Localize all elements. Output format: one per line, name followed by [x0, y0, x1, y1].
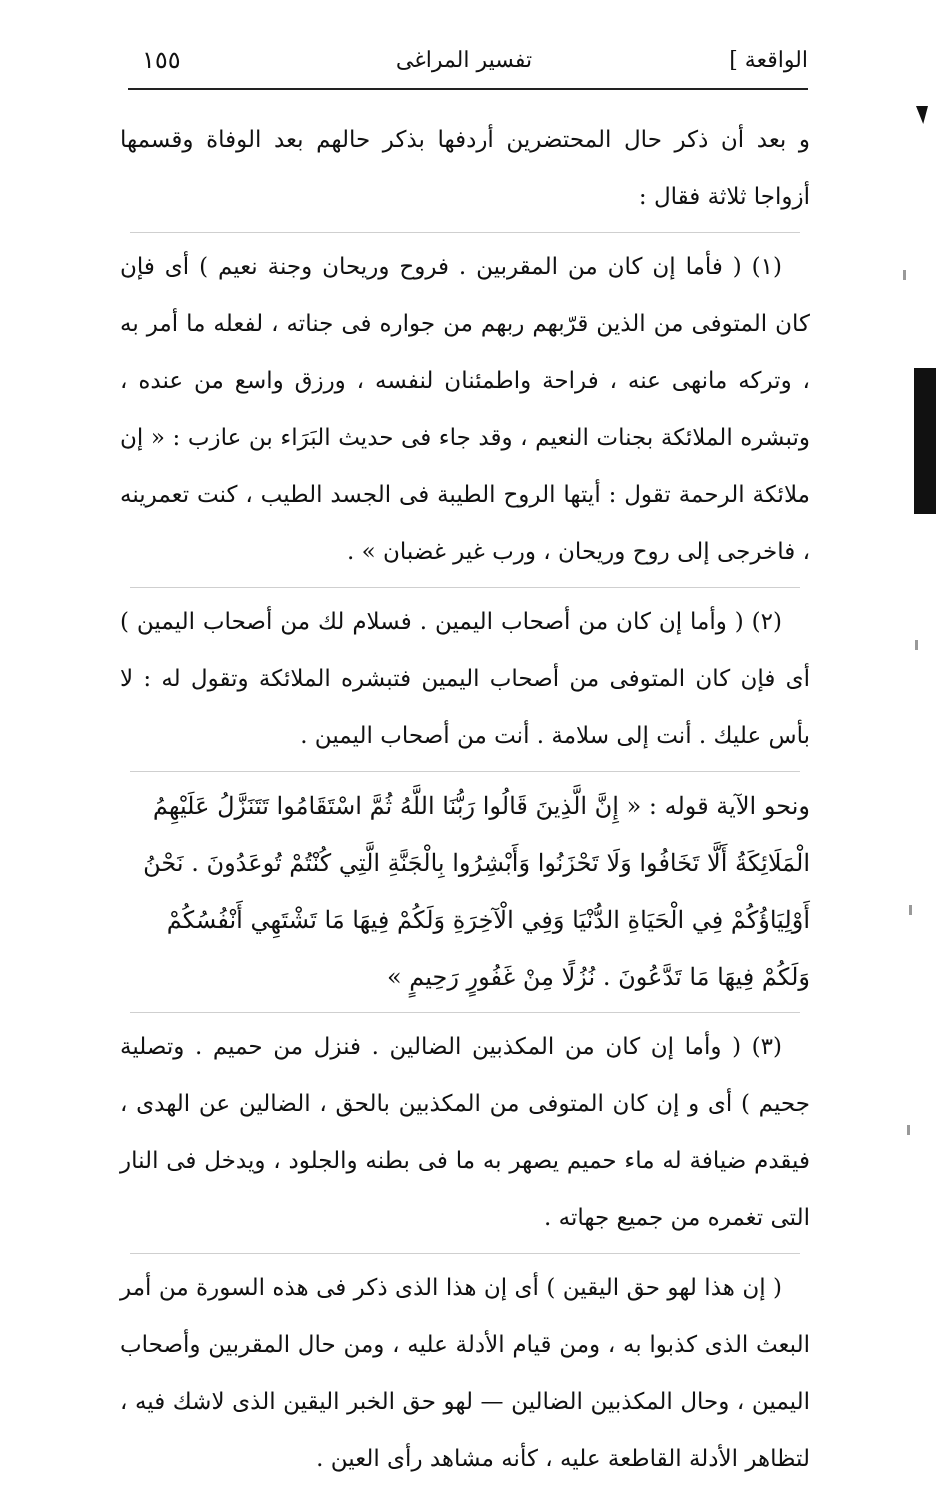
verse-line: وَلَكُمْ فِيهَا مَا تَدَّعُونَ . نُزُلًا مِنْ غَفُورٍ رَحِيمٍ » [386, 963, 810, 991]
page-header [120, 40, 808, 90]
scan-artifact-mark [916, 106, 928, 124]
scan-artifact-bar [914, 368, 936, 514]
header-rule [128, 88, 808, 90]
book-title: تفسير المراغى [395, 48, 533, 73]
verse-line: أَوْلِيَاؤُكُمْ فِي الْحَيَاةِ الدُّنْيَا وَفِي الْآخِرَةِ وَلَكُمْ فِيهَا مَا تَشْتَهِي أَنْفُسُكُمْ [166, 906, 810, 934]
intro-paragraph: و بعد أن ذكر حال المحتضرين أردفها بذكر حالهم بعد الوفاة وقسمها أزواجا ثلاثة فقال : [120, 127, 810, 210]
paragraph-divider [130, 771, 800, 772]
paragraph-divider [130, 232, 800, 233]
paragraph-divider [130, 587, 800, 588]
paragraph-divider [130, 1012, 800, 1013]
paragraph-2: (٢) ( وأما إن كان من أصحاب اليمين . فسلام لك من أصحاب اليمين ) أى فإن كان المتوفى من أصحاب اليمين فتبشره الملائكة وتقول له : لا بأس عليك . أنت إلى سلامة . أنت من أصحاب اليمين . [120, 609, 810, 749]
scan-speck [903, 270, 906, 280]
body-text [120, 112, 810, 1488]
paragraph-4: ( إن هذا لهو حق اليقين ) أى إن هذا الذى ذكر فى هذه السورة من أمر البعث الذى كذبوا به ، ومن قيام الأدلة عليه ، ومن حال المقربين وأصحاب اليمين ، وحال المكذبين الضالين — لهو حق الخبر اليقين الذى لاشك فيه ، لتظاهر الأدلة القاطعة عليه ، كأنه مشاهد رأى العين . [120, 1275, 810, 1472]
verse-line: الْمَلَائِكَةُ أَلَّا تَخَافُوا وَلَا تَحْزَنُوا وَأَبْشِرُوا بِالْجَنَّةِ الَّتِي كُنْتُمْ تُوعَدُونَ . نَحْنُ [143, 849, 810, 877]
surah-name: الواقعة ] [729, 48, 808, 73]
paragraph-divider [130, 1253, 800, 1254]
scan-speck [915, 640, 918, 650]
paragraph-3: (٣) ( وأما إن كان من المكذبين الضالين . فنزل من حميم . وتصلية جحيم ) أى و إن كان المتوفى من المكذبين بالحق ، الضالين عن الهدى ، فيقدم ضيافة له ماء حميم يصهر به ما فى بطنه والجلود ، ويدخل فى النار التى تغمره من جميع جهاته . [120, 1034, 810, 1231]
scan-speck [909, 905, 912, 915]
quran-verse-block [120, 778, 810, 1006]
verse-line: ونحو الآية قوله : « إِنَّ الَّذِينَ قَالُوا رَبُّنَا اللَّهُ ثُمَّ اسْتَقَامُوا تَتَنَزَّلُ عَلَيْهِمُ [152, 792, 810, 820]
scan-speck [907, 1125, 910, 1135]
page-number: ١٥٥ [142, 46, 181, 74]
paragraph-1: (١) ( فأما إن كان من المقربين . فروح وريحان وجنة نعيم ) أى فإن كان المتوفى من الذين قرّبهم ربهم من جواره فى جناته ، لفعله ما أمر به ، وتركه مانهى عنه ، فراحة واطمئنان لنفسه ، ورزق واسع من عنده ، وتبشره الملائكة بجنات النعيم ، وقد جاء فى حديث البَرَاء بن عازب : « إن ملائكة الرحمة تقول : أيتها الروح الطيبة فى الجسد الطيب ، كنت تعمرينه ، فاخرجى إلى روح وريحان ، ورب غير غضبان » . [120, 254, 810, 565]
